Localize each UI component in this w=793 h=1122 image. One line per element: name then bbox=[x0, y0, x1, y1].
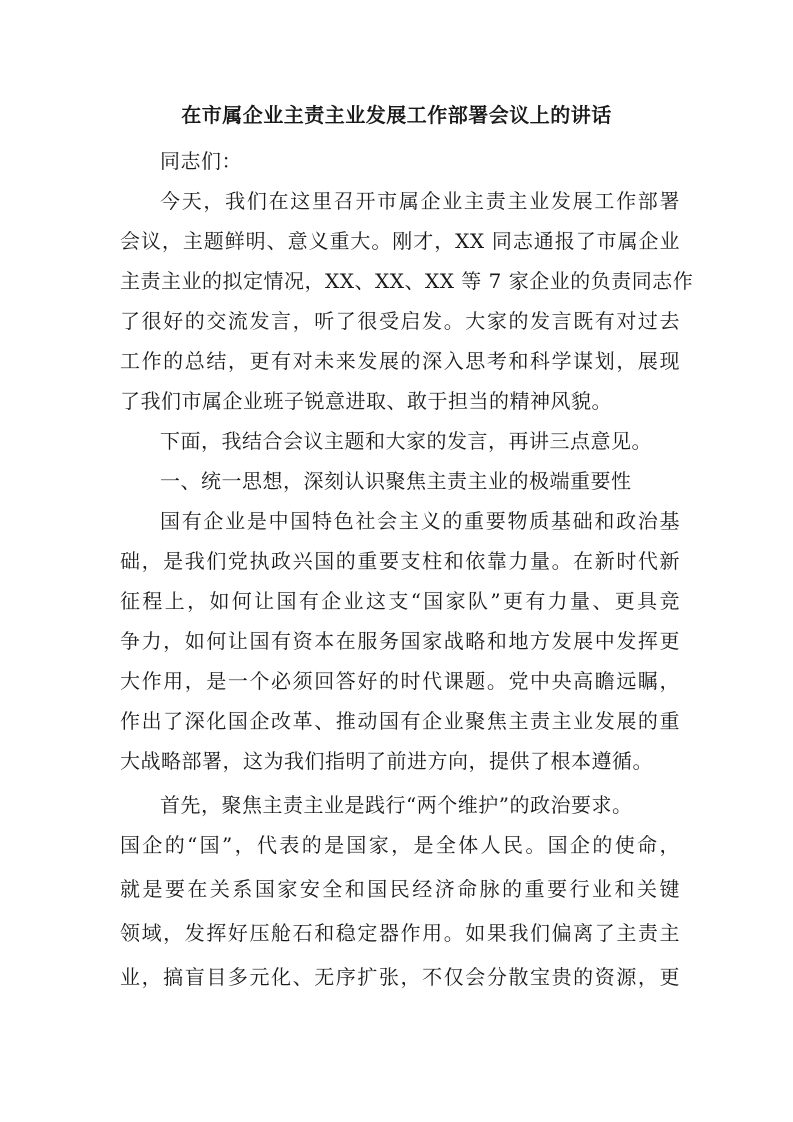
paragraph-line: 就是要在关系国家安全和国民经济命脉的重要行业和关键 bbox=[120, 877, 680, 901]
paragraph-line: 作出了深化国企改革、推动国有企业聚焦主责主业发展的重 bbox=[120, 709, 680, 733]
paragraph-line: 争力，如何让国有资本在服务国家战略和地方发展中发挥更 bbox=[120, 629, 680, 653]
paragraph-line: 首先，聚焦主责主业是践行“两个维护”的政治要求。 bbox=[160, 793, 633, 817]
paragraph-line: 今天，我们在这里召开市属企业主责主业发展工作部署 bbox=[160, 189, 680, 213]
paragraph-line: 了很好的交流发言，听了很受启发。大家的发言既有对过去 bbox=[120, 309, 680, 333]
paragraph-line: 础，是我们党执政兴国的重要支柱和依靠力量。在新时代新 bbox=[120, 549, 680, 573]
paragraph-line: 领域，发挥好压舱石和稳定器作用。如果我们偏离了主责主 bbox=[120, 921, 680, 945]
salutation: 同志们： bbox=[160, 149, 242, 173]
paragraph-line: 下面，我结合会议主题和大家的发言，再讲三点意见。 bbox=[160, 429, 652, 453]
paragraph-line: 大作用，是一个必须回答好的时代课题。党中央高瞻远瞩， bbox=[120, 669, 680, 693]
paragraph-line: 了我们市属企业班子锐意进取、敢于担当的精神风貌。 bbox=[120, 389, 612, 413]
paragraph-line: 国有企业是中国特色社会主义的重要物质基础和政治基 bbox=[160, 509, 680, 533]
paragraph-line: 业，搞盲目多元化、无序扩张，不仅会分散宝贵的资源，更 bbox=[120, 965, 680, 989]
paragraph-line: 工作的总结，更有对未来发展的深入思考和科学谋划，展现 bbox=[120, 349, 680, 373]
paragraph-line: 大战略部署，这为我们指明了前进方向，提供了根本遵循。 bbox=[120, 749, 653, 773]
paragraph-line: 会议，主题鲜明、意义重大。刚才，XX 同志通报了市属企业 bbox=[120, 229, 680, 253]
paragraph-line: 主责主业的拟定情况，XX、XX、XX 等 7 家企业的负责同志作 bbox=[120, 269, 694, 293]
document-title: 在市属企业主责主业发展工作部署会议上的讲话 bbox=[181, 103, 612, 127]
paragraph-line: 国企的“国”，代表的是国家，是全体人民。国企的使命， bbox=[120, 833, 680, 857]
section-heading: 一、统一思想，深刻认识聚焦主责主业的极端重要性 bbox=[160, 469, 632, 493]
paragraph-line: 征程上，如何让国有企业这支“国家队”更有力量、更具竞 bbox=[120, 589, 680, 613]
